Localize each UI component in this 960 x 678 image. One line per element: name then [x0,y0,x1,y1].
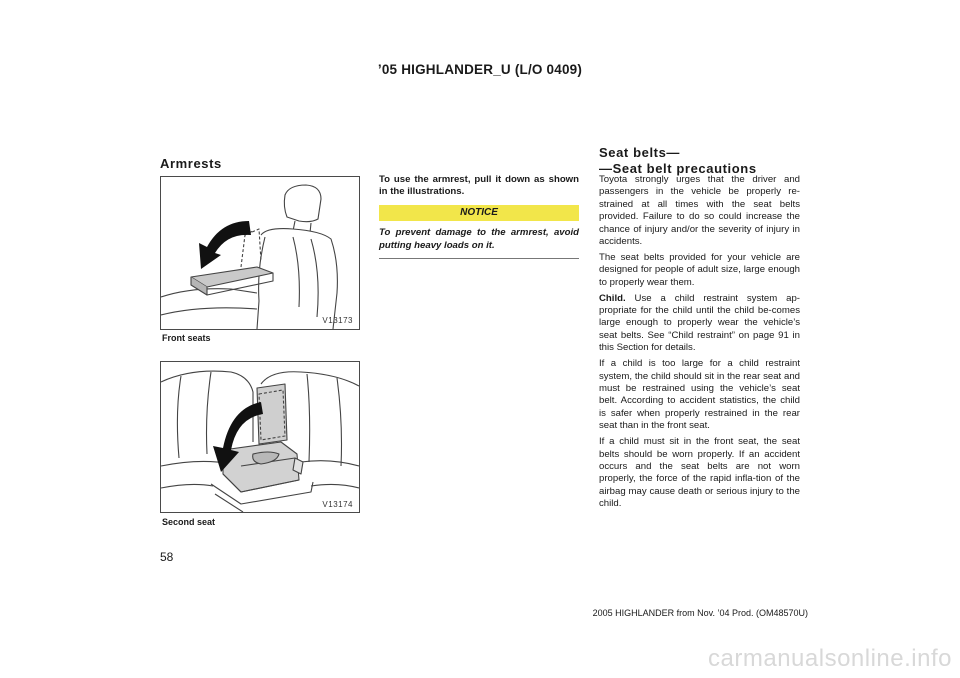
front-seats-caption: Front seats [162,333,211,343]
front-seat-illustration [161,177,359,329]
footer-text: 2005 HIGHLANDER from Nov. ’04 Prod. (OM48570U) [592,608,808,618]
armrest-instructions: To use the armrest, pull it down as shown in the illustrations. [379,174,579,198]
watermark: carmanualsonline.info [708,645,952,672]
figure-code: V13174 [322,500,353,509]
second-seat-caption: Second seat [162,517,216,527]
seat-belts-heading [599,145,757,177]
paragraph: The seat belts provided for your vehicle are designed for people of adult size, large enough to properly wear them. [599,251,800,288]
notice-text: To prevent damage to the armrest, avoid putting heavy loads on it. [379,221,579,259]
seat-belts-heading-line1: Seat belts— [599,145,681,160]
seat-belts-heading-line2: —Seat belt precautions [599,161,757,176]
notice-label: NOTICE [379,205,579,221]
armrests-heading: Armrests [160,156,222,171]
paragraph-child [599,293,800,355]
figure-code: V13173 [322,316,353,325]
header-title: ’05 HIGHLANDER_U (L/O 0409) [377,62,583,77]
paragraph: If a child is too large for a child restraint system, the child should sit in the rear seat and must be restrained using the vehicle’s seat belt. According to accident statistics, the child is safer when properly restrained in the rear seat than in the front seat. [599,358,800,432]
second-seat-figure [160,361,360,513]
front-seats-figure [160,176,360,330]
paragraph: If a child must sit in the front seat, the seat belts should be worn properly. If an accident occurs and the seat belts are not worn properly, the force of the rapid infla-tion of the airbag may cause death or serious injury to the child. [599,436,800,510]
notice-box [379,205,579,259]
child-text: Use a child restraint system ap-propriate for the child until the child be-comes large enough to properly wear the vehicle’s seat belts. See “Child restraint” on page 91 in this Section for details. [599,292,800,354]
second-seat-illustration [161,362,359,512]
page-number: 58 [160,550,174,564]
child-label: Child. [599,292,626,304]
seat-belt-precautions-text [599,174,800,514]
paragraph: Toyota strongly urges that the driver and passengers in the vehicle be properly re-strained at all times with the seat belts provided. Failure to do so could increase the chance of injury and/or the severity of injury in accidents. [599,174,800,248]
